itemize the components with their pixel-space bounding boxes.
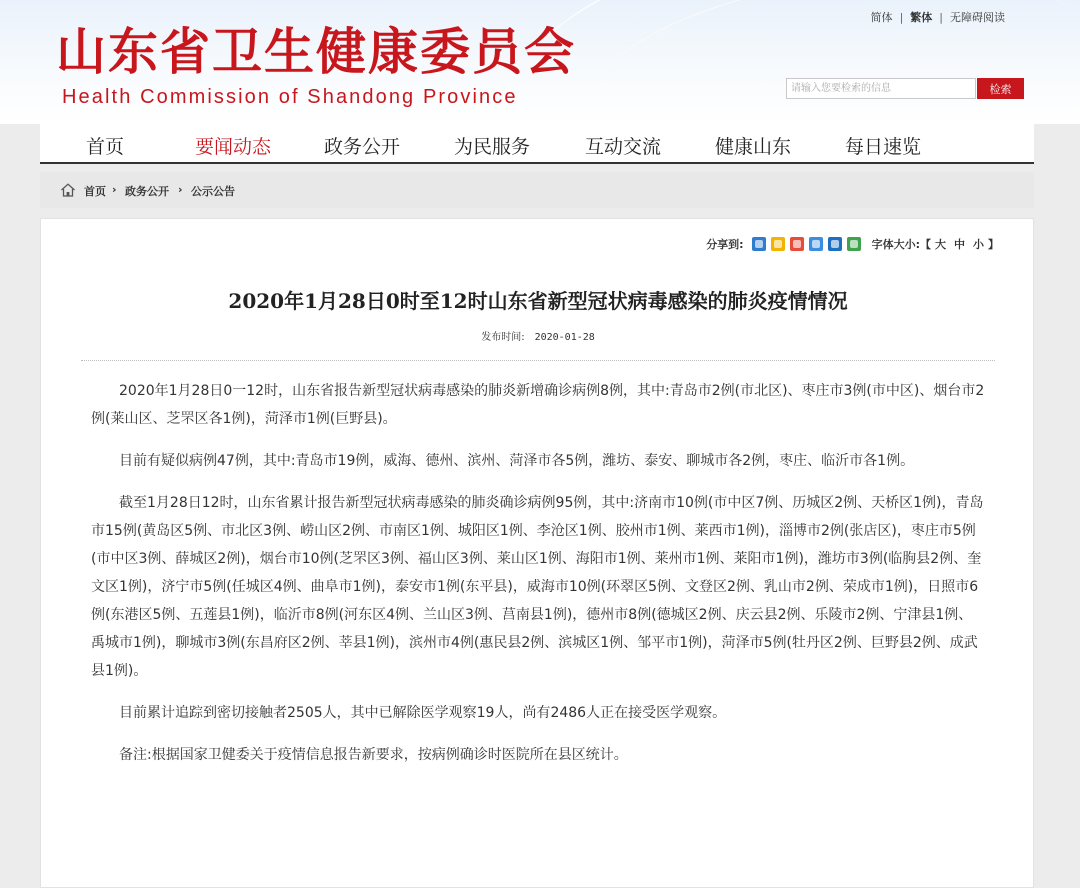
share-bar — [706, 236, 999, 252]
traditional-chinese-link[interactable]: 繁体 — [910, 11, 933, 24]
sina-weibo-icon[interactable] — [790, 237, 804, 251]
kaixin-icon[interactable] — [847, 237, 861, 251]
home-icon[interactable] — [60, 182, 76, 198]
site-header — [0, 0, 1080, 124]
breadcrumb-announcements[interactable]: 公示公告 — [191, 185, 235, 198]
breadcrumb-separator-icon: › — [178, 183, 183, 196]
main-nav — [40, 124, 1034, 164]
search-button[interactable]: 检索 — [977, 78, 1024, 99]
bracket-close: 】 — [988, 238, 999, 251]
bracket-open: 【 — [920, 238, 931, 251]
language-links: 简体 | 繁体 | 无障碍阅读 — [870, 11, 1005, 24]
nav-news[interactable]: 要闻动态 — [195, 136, 272, 158]
breadcrumb-government-affairs[interactable]: 政务公开 — [125, 185, 169, 198]
article-paragraph: 截至1月28日12时，山东省累计报告新型冠状病毒感染的肺炎确诊病例95例，其中:济南市10例(市中区7例、历城区2例、天桥区1例)，青岛市15例(黄岛区5例、市北区3例、崂山区2例、市南区1例、城阳区1例、李沧区1例、胶州市1例、莱西市1例)，淄博市2例(张店区)，枣庄市5例(市中区3例、薛城区2例)，烟台市10例(芝罘区3例、福山区3例、莱山区1例、海阳市1例、莱州市1例、莱阳市1例)，潍坊市3例(临朐县2例、奎文区1例)，济宁市5例(任城区4例、曲阜市1例)，泰安市1例(东平县)，威海市10例(环翠区5例、文登区2例、乳山市2例、荣成市1例)，日照市6例(东港区5例、五莲县1例)，临沂市8例(河东区4例、兰山区3例、莒南县1例)，德州市8例(德城区2例、庆云县2例、乐陵市2例、宁津县1例、禹城市1例)，聊城市3例(东昌府区2例、莘县1例)，滨州市4例(惠民县2例、滨城区1例、邹平市1例)，菏泽市5例(牡丹区2例、巨野县2例、成武县1例)。 — [91, 495, 984, 679]
nav-daily-briefing[interactable]: 每日速览 — [845, 136, 922, 158]
site-subtitle: Health Commission of Shandong Province — [62, 86, 518, 108]
weibo-icon[interactable] — [771, 237, 785, 251]
article-container — [40, 218, 1034, 888]
font-size-medium[interactable]: 中 — [954, 238, 965, 251]
breadcrumb — [40, 172, 1034, 208]
nav-interaction[interactable]: 互动交流 — [585, 136, 662, 158]
article-title: 2020年1月28日0时至12时山东省新型冠状病毒感染的肺炎疫情情况 — [228, 289, 848, 313]
font-size-small[interactable]: 小 — [973, 238, 984, 251]
nav-home[interactable]: 首页 — [86, 136, 125, 158]
article-body — [91, 377, 985, 783]
nav-public-service[interactable]: 为民服务 — [454, 136, 531, 158]
qzone-icon[interactable] — [752, 237, 766, 251]
wechat-icon[interactable] — [809, 237, 823, 251]
article-paragraph: 2020年1月28日0一12时，山东省报告新型冠状病毒感染的肺炎新增确诊病例8例，其中:青岛市2例(市北区)、枣庄市3例(市中区)、烟台市2例(莱山区、芝罘区各1例)，菏泽市1例(巨野县)。 — [91, 383, 985, 427]
publish-date — [41, 328, 1035, 343]
renren-icon[interactable] — [828, 237, 842, 251]
nav-government-affairs[interactable]: 政务公开 — [324, 136, 401, 158]
font-size-label: 字体大小: — [871, 238, 920, 251]
search-input[interactable] — [786, 78, 976, 99]
accessibility-link[interactable]: 无障碍阅读 — [950, 11, 1005, 24]
article-paragraph: 目前有疑似病例47例，其中:青岛市19例，威海、德州、滨州、菏泽市各5例，潍坊、泰安、聊城市各2例，枣庄、临沂市各1例。 — [119, 453, 915, 469]
article-paragraph: 备注:根据国家卫健委关于疫情信息报告新要求，按病例确诊时医院所在县区统计。 — [119, 747, 628, 763]
nav-healthy-shandong[interactable]: 健康山东 — [715, 136, 792, 158]
share-label: 分享到: — [706, 238, 744, 251]
article-paragraph: 目前累计追踪到密切接触者2505人，其中已解除医学观察19人，尚有2486人正在接受医学观察。 — [119, 705, 727, 721]
breadcrumb-home[interactable]: 首页 — [84, 185, 106, 198]
site-title[interactable]: 山东省卫生健康委员会 — [56, 22, 576, 81]
breadcrumb-separator-icon: › — [112, 183, 117, 196]
font-size-large[interactable]: 大 — [935, 238, 946, 251]
divider — [81, 360, 995, 361]
publish-label: 发布时间: — [481, 332, 525, 343]
publish-date-value: 2020-01-28 — [534, 332, 595, 343]
simplified-chinese-link[interactable]: 简体 — [870, 11, 893, 24]
